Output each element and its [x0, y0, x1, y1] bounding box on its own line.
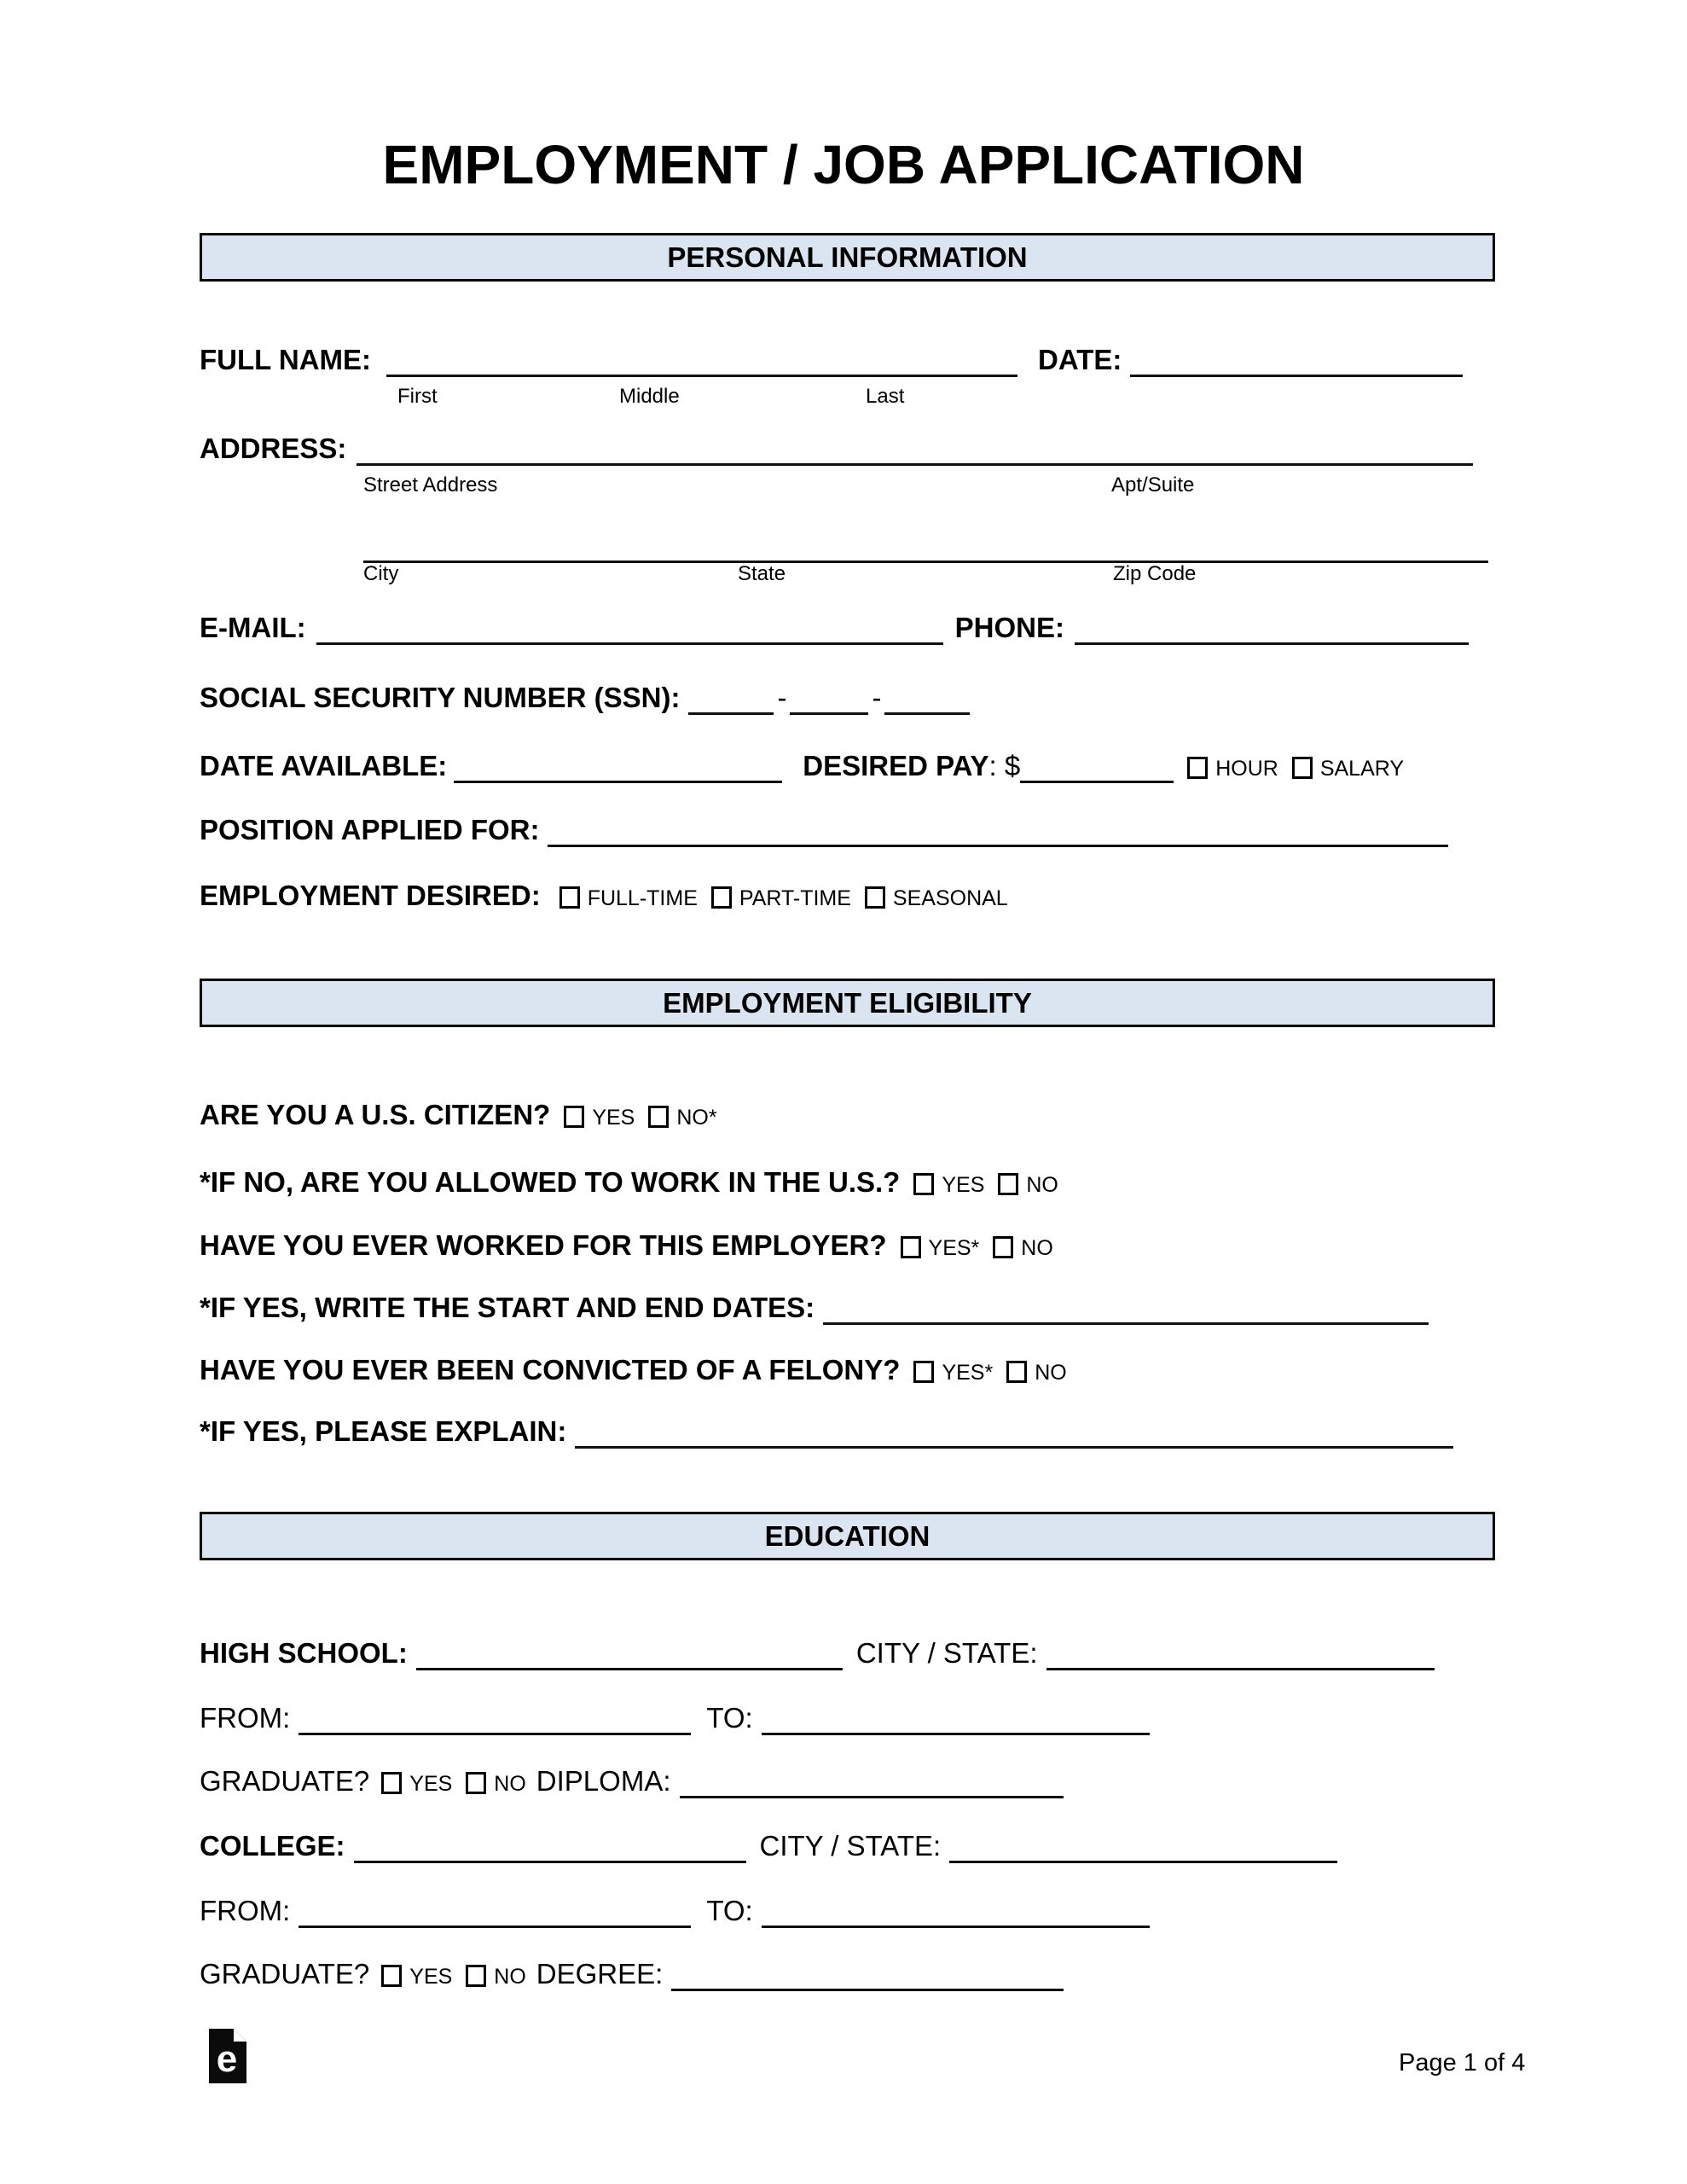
hs-graduate-no-label: NO — [494, 1772, 526, 1796]
address-line-2-input-line[interactable] — [363, 537, 1488, 563]
college-from-input-line[interactable] — [299, 1902, 691, 1928]
last-sublabel: Last — [866, 385, 905, 408]
desired-pay-dollar: : $ — [988, 750, 1021, 781]
college-from-to-row — [200, 1896, 1150, 1928]
section-header-employment-eligibility — [200, 979, 1495, 1027]
address-sublabels-row-1 — [200, 474, 1495, 500]
worked-yes-checkbox[interactable] — [901, 1236, 921, 1258]
degree-label: DEGREE: — [536, 1958, 664, 1989]
zip-code-sublabel: Zip Code — [1113, 562, 1197, 585]
date-available-label: DATE AVAILABLE: — [200, 750, 448, 781]
street-address-sublabel: Street Address — [363, 473, 498, 497]
worked-yes-label: YES* — [928, 1236, 980, 1260]
ssn-row — [200, 682, 970, 715]
allowed-to-work-question-label: *IF NO, ARE YOU ALLOWED TO WORK IN THE U.S.? — [200, 1166, 901, 1198]
high-school-input-line[interactable] — [416, 1644, 843, 1670]
allowed-no-checkbox[interactable] — [998, 1173, 1018, 1195]
felony-no-label: NO — [1035, 1361, 1067, 1385]
address-row-2 — [363, 531, 1488, 563]
felony-question-row — [200, 1355, 1067, 1385]
employment-desired-label: EMPLOYMENT DESIRED: — [200, 880, 541, 911]
college-graduate-yes-checkbox[interactable] — [381, 1965, 402, 1987]
middle-sublabel: Middle — [619, 385, 680, 408]
diploma-input-line[interactable] — [680, 1772, 1064, 1798]
hs-to-input-line[interactable] — [762, 1709, 1150, 1735]
salary-checkbox[interactable] — [1292, 757, 1313, 779]
worked-for-employer-question-label: HAVE YOU EVER WORKED FOR THIS EMPLOYER? — [200, 1229, 887, 1261]
email-label: E-MAIL: — [200, 612, 306, 643]
salary-checkbox-label: SALARY — [1319, 757, 1405, 781]
citizen-question-row — [200, 1100, 717, 1130]
date-label: DATE: — [1038, 344, 1122, 375]
ssn-part3-input-line[interactable] — [884, 688, 970, 715]
part-time-checkbox[interactable] — [711, 886, 732, 909]
worked-no-label: NO — [1021, 1236, 1053, 1260]
city-sublabel: City — [363, 562, 399, 585]
citizen-no-checkbox[interactable] — [648, 1106, 669, 1128]
full-time-checkbox-label: FULL-TIME — [587, 886, 698, 910]
college-graduate-row — [200, 1959, 1064, 1991]
name-sublabels-row — [200, 386, 1495, 411]
hs-from-input-line[interactable] — [299, 1709, 691, 1735]
college-to-label: TO: — [706, 1895, 753, 1926]
hs-to-label: TO: — [706, 1702, 753, 1734]
desired-pay-label: DESIRED PAY — [803, 750, 989, 781]
hs-graduate-yes-checkbox[interactable] — [381, 1772, 402, 1794]
ssn-dash-1: - — [777, 682, 787, 713]
ssn-label: SOCIAL SECURITY NUMBER (SSN): — [200, 682, 681, 713]
felony-yes-checkbox[interactable] — [913, 1361, 934, 1383]
allowed-yes-label: YES — [942, 1173, 985, 1197]
start-end-dates-row — [200, 1292, 1429, 1325]
college-city-state-label: CITY / STATE: — [759, 1830, 942, 1862]
logo-letter: e — [216, 2038, 238, 2080]
eforms-logo-icon — [209, 2029, 246, 2083]
college-graduate-no-checkbox[interactable] — [466, 1965, 486, 1987]
felony-yes-label: YES* — [942, 1361, 994, 1385]
section-header-education-label: EDUCATION — [764, 1519, 930, 1552]
degree-input-line[interactable] — [671, 1965, 1064, 1991]
high-school-from-to-row — [200, 1703, 1150, 1735]
address-row — [200, 433, 1473, 466]
date-input-line[interactable] — [1130, 351, 1463, 377]
eforms-logo — [209, 2029, 246, 2088]
college-label: COLLEGE: — [200, 1830, 345, 1862]
hs-city-state-label: CITY / STATE: — [855, 1637, 1038, 1669]
hs-graduate-yes-label: YES — [409, 1772, 453, 1796]
ssn-part1-input-line[interactable] — [688, 688, 774, 715]
full-name-label: FULL NAME: — [200, 344, 372, 375]
high-school-graduate-row — [200, 1766, 1064, 1798]
please-explain-input-line[interactable] — [575, 1422, 1453, 1449]
hs-city-state-input-line[interactable] — [1046, 1644, 1435, 1670]
phone-label: PHONE: — [954, 612, 1064, 643]
full-name-input-line[interactable] — [386, 351, 1017, 377]
email-phone-row — [200, 613, 1469, 645]
first-sublabel: First — [397, 385, 438, 408]
hour-checkbox-label: HOUR — [1215, 757, 1278, 781]
start-end-dates-input-line[interactable] — [823, 1298, 1429, 1325]
seasonal-checkbox-label: SEASONAL — [892, 886, 1008, 910]
desired-pay-input-line[interactable] — [1020, 757, 1174, 783]
please-explain-row — [200, 1416, 1453, 1449]
hs-from-label: FROM: — [200, 1702, 291, 1734]
email-input-line[interactable] — [316, 619, 943, 645]
worked-for-employer-question-row — [200, 1230, 1053, 1261]
college-to-input-line[interactable] — [762, 1902, 1150, 1928]
please-explain-label: *IF YES, PLEASE EXPLAIN: — [200, 1415, 567, 1447]
date-available-row — [200, 751, 1404, 783]
allowed-to-work-question-row — [200, 1167, 1058, 1198]
hs-graduate-label: GRADUATE? — [200, 1765, 370, 1797]
start-end-dates-label: *IF YES, WRITE THE START AND END DATES: — [200, 1292, 815, 1323]
section-header-education — [200, 1512, 1495, 1560]
apt-suite-sublabel: Apt/Suite — [1111, 473, 1195, 497]
position-applied-row — [200, 815, 1448, 847]
date-available-input-line[interactable] — [454, 757, 782, 783]
address-label: ADDRESS: — [200, 433, 347, 464]
high-school-row — [200, 1638, 1435, 1670]
college-input-line[interactable] — [354, 1837, 746, 1863]
position-applied-label: POSITION APPLIED FOR: — [200, 814, 540, 845]
citizen-question-label: ARE YOU A U.S. CITIZEN? — [200, 1099, 551, 1130]
employment-desired-row — [200, 880, 1008, 911]
page-title: EMPLOYMENT / JOB APPLICATION — [382, 134, 1305, 195]
citizen-no-label: NO* — [676, 1106, 717, 1130]
ssn-dash-2: - — [872, 682, 882, 713]
college-city-state-input-line[interactable] — [949, 1837, 1337, 1863]
diploma-label: DIPLOMA: — [536, 1765, 671, 1797]
part-time-checkbox-label: PART-TIME — [739, 886, 851, 910]
address-input-line[interactable] — [357, 439, 1473, 466]
hour-checkbox[interactable] — [1187, 757, 1208, 779]
felony-question-label: HAVE YOU EVER BEEN CONVICTED OF A FELONY? — [200, 1354, 901, 1385]
state-sublabel: State — [738, 562, 786, 585]
section-header-personal-information — [200, 233, 1495, 282]
page-number: Page 1 of 4 — [1399, 2049, 1526, 2077]
full-name-row — [200, 345, 1463, 377]
felony-no-checkbox[interactable] — [1006, 1361, 1027, 1383]
phone-input-line[interactable] — [1075, 619, 1469, 645]
college-row — [200, 1831, 1337, 1863]
allowed-yes-checkbox[interactable] — [913, 1173, 934, 1195]
section-header-personal-information-label: PERSONAL INFORMATION — [667, 241, 1028, 273]
college-graduate-label: GRADUATE? — [200, 1958, 370, 1989]
section-header-employment-eligibility-label: EMPLOYMENT ELIGIBILITY — [663, 986, 1032, 1019]
citizen-yes-checkbox[interactable] — [564, 1106, 584, 1128]
ssn-part2-input-line[interactable] — [790, 688, 868, 715]
college-graduate-yes-label: YES — [409, 1965, 453, 1989]
full-time-checkbox[interactable] — [559, 886, 580, 909]
allowed-no-label: NO — [1026, 1173, 1058, 1197]
worked-no-checkbox[interactable] — [993, 1236, 1013, 1258]
seasonal-checkbox[interactable] — [865, 886, 885, 909]
citizen-yes-label: YES — [592, 1106, 635, 1130]
position-applied-input-line[interactable] — [548, 821, 1448, 847]
college-graduate-no-label: NO — [494, 1965, 526, 1989]
hs-graduate-no-checkbox[interactable] — [466, 1772, 486, 1794]
college-from-label: FROM: — [200, 1895, 291, 1926]
address-sublabels-row-2 — [200, 563, 1495, 589]
high-school-label: HIGH SCHOOL: — [200, 1637, 408, 1669]
